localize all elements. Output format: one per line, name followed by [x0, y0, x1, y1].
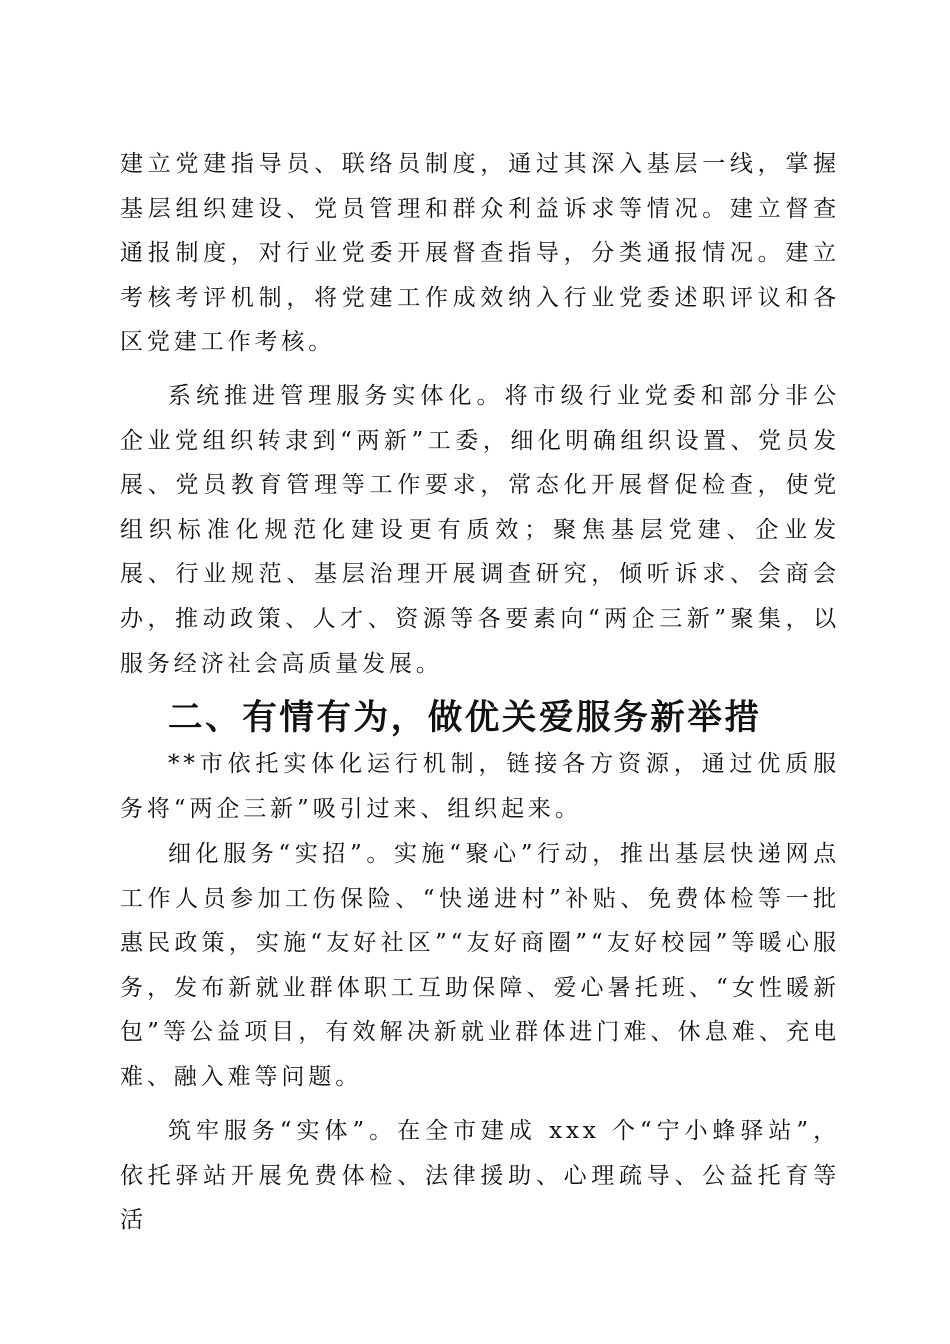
section-heading-care-services: 二、有情有为，做优关爱服务新举措 — [168, 698, 762, 738]
paragraph-management-service-entity: 系统推进管理服务实体化。将市级行业党委和部分非公企业党组织转隶到“两新”工委，细化明确组织设置、党员发展、党员教育管理等工作要求，常态化开展督促检查，使党组织标准化规范化建设更有质效；聚焦基层党建、企业发展、行业规范、基层治理开展调查研究，倾听诉求、会商会办，推动政策、人才、资源等各要素向“两企三新”聚集，以服务经济社会高质量发展。 — [120, 383, 840, 677]
paragraph-service-stations: 筑牢服务“实体”。在全市建成 xxx 个“宁小蜂驿站”，依托驿站开展免费体检、法律援助、心理疏导、公益托育等活 — [120, 1118, 840, 1234]
paragraph-refine-services: 细化服务“实招”。实施“聚心”行动，推出基层快递网点工作人员参加工伤保险、“快递进村”补贴、免费体检等一批惠民政策，实施“友好社区”“友好商圈”“友好校园”等暖心服务，发布新就业群体职工互助保障、爱心暑托班、“女性暖新包”等公益项目，有效解决新就业群体进门难、休息难、充电难、融入难等问题。 — [120, 841, 840, 1090]
paragraph-city-resources: **市依托实体化运行机制，链接各方资源，通过优质服务将“两企三新”吸引过来、组织起来。 — [120, 751, 840, 822]
document-body — [120, 142, 840, 1234]
paragraph-party-building-mechanisms: 建立党建指导员、联络员制度，通过其深入基层一线，掌握基层组织建设、党员管理和群众利益诉求等情况。建立督查通报制度，对行业党委开展督查指导，分类通报情况。建立考核考评机制，将党建工作成效纳入行业党委述职评议和各区党建工作考核。 — [120, 151, 840, 356]
